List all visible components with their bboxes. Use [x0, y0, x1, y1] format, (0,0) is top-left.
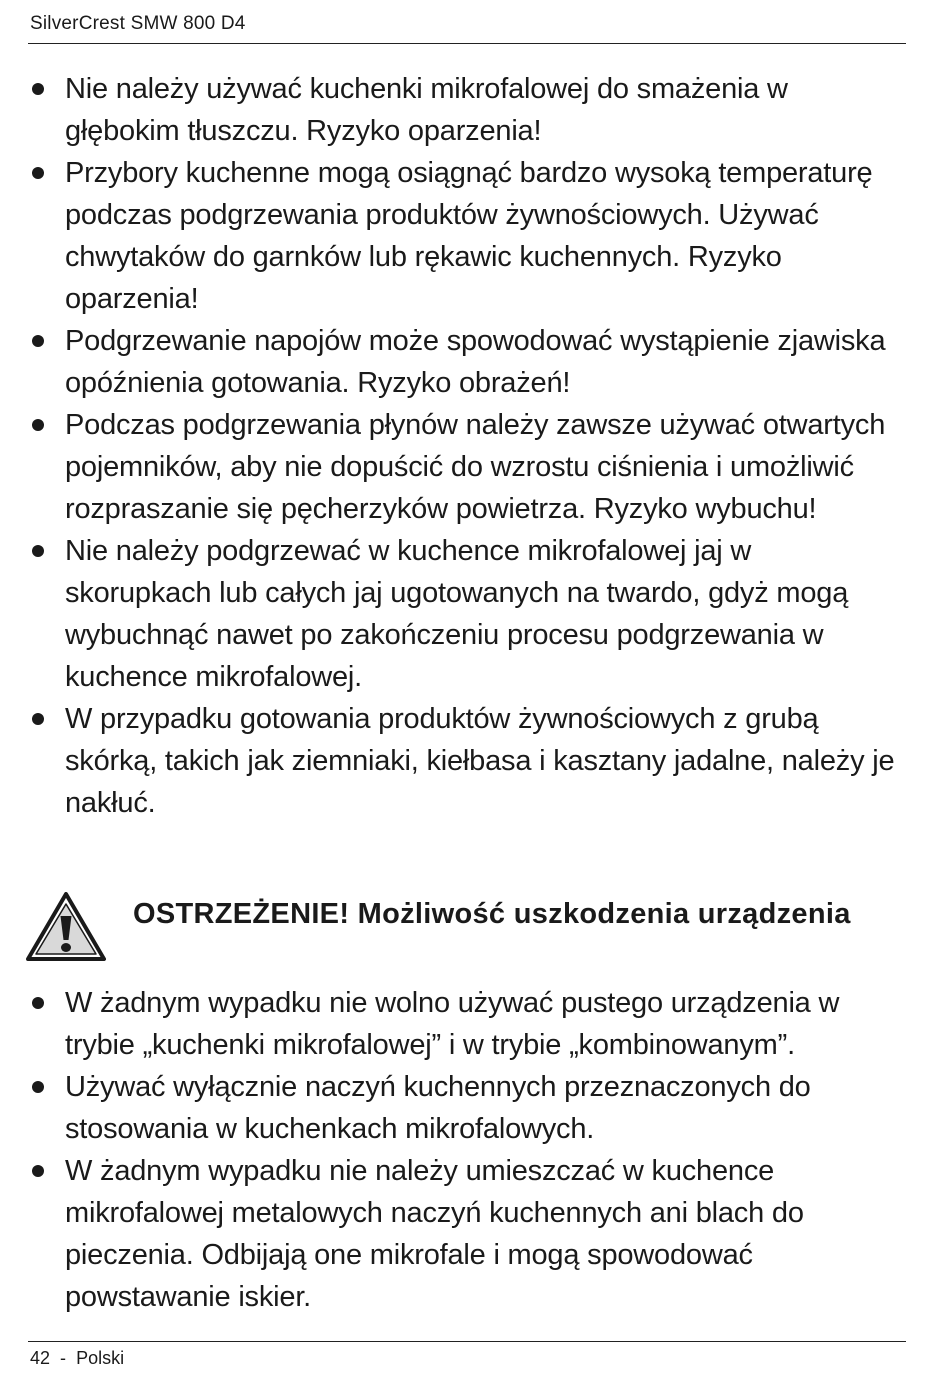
- list-item-text: Przybory kuchenne mogą osiągnąć bardzo wysoką temperaturę podczas podgrzewania produktów żywnościowych. Używać chwytaków do garnków lub rękawic kuchennych. Ryzyko oparzenia!: [65, 157, 873, 315]
- list-item: [30, 68, 900, 152]
- safety-bullet-list: [30, 68, 900, 824]
- bullet-icon: [32, 1081, 44, 1093]
- list-item-text: Nie należy podgrzewać w kuchence mikrofalowej jaj w skorupkach lub całych jaj ugotowanych na twardo, gdyż mogą wybuchnąć nawet po zakończeniu procesu podgrzewania w kuchence mikrofalowej.: [65, 535, 849, 693]
- footer-language: Polski: [76, 1348, 125, 1368]
- list-item: [30, 1066, 900, 1150]
- page-number: 42: [30, 1348, 51, 1368]
- list-item-text: Podczas podgrzewania płynów należy zawsze używać otwartych pojemników, aby nie dopuścić do wzrostu ciśnienia i umożliwić rozpraszanie się pęcherzyków powietrza. Ryzyko wybuchu!: [65, 409, 886, 525]
- list-item-text: W żadnym wypadku nie wolno używać pustego urządzenia w trybie „kuchenki mikrofalowej” i w trybie „kombinowanym”.: [65, 987, 840, 1061]
- list-item: [30, 982, 900, 1066]
- header-rule: [28, 43, 906, 44]
- footer-rule: [28, 1341, 906, 1342]
- list-item-text: Używać wyłącznie naczyń kuchennych przeznaczonych do stosowania w kuchenkach mikrofalowych.: [65, 1071, 811, 1145]
- bullet-icon: [32, 545, 44, 557]
- list-item: [30, 320, 900, 404]
- list-item: [30, 152, 900, 320]
- bullet-icon: [32, 1165, 44, 1177]
- list-item-text: W przypadku gotowania produktów żywnościowych z grubą skórką, takich jak ziemniaki, kiełbasa i kasztany jadalne, należy je nakłuć.: [65, 703, 895, 819]
- page-footer: [30, 1348, 124, 1369]
- list-item: [30, 530, 900, 698]
- bullet-icon: [32, 419, 44, 431]
- bullet-icon: [32, 997, 44, 1009]
- device-bullet-list: [30, 982, 900, 1318]
- warning-triangle-icon: [26, 892, 106, 962]
- list-item-text: Podgrzewanie napojów może spowodować wystąpienie zjawiska opóźnienia gotowania. Ryzyko obrażeń!: [65, 325, 886, 399]
- bullet-icon: [32, 167, 44, 179]
- footer-separator: -: [60, 1348, 67, 1368]
- running-header: SilverCrest SMW 800 D4: [30, 13, 246, 34]
- bullet-icon: [32, 335, 44, 347]
- bullet-icon: [32, 713, 44, 725]
- list-item-text: Nie należy używać kuchenki mikrofalowej do smażenia w głębokim tłuszczu. Ryzyko oparzenia!: [65, 73, 788, 147]
- list-item: [30, 698, 900, 824]
- list-item: [30, 404, 900, 530]
- bullet-icon: [32, 83, 44, 95]
- list-item: [30, 1150, 900, 1318]
- warning-title: OSTRZEŻENIE! Możliwość uszkodzenia urządzenia: [133, 898, 851, 930]
- list-item-text: W żadnym wypadku nie należy umieszczać w kuchence mikrofalowej metalowych naczyń kuchennych ani blach do pieczenia. Odbijają one mikrofale i mogą spowodować powstawanie iskier.: [65, 1155, 804, 1313]
